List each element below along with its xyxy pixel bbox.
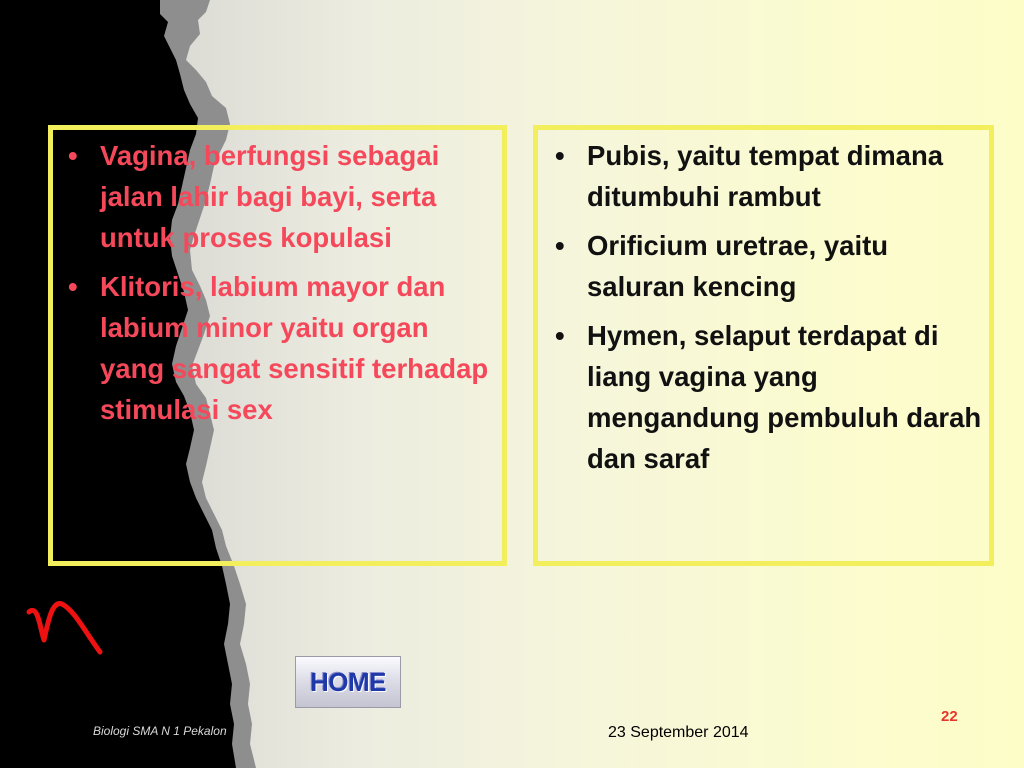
bullet-icon: • [555,140,565,171]
list-item [60,135,500,258]
list-item [60,266,500,430]
list-item-text: Pubis, yaitu tempat dimana ditumbuhi rambut [587,140,944,212]
list-item-text: Klitoris, labium mayor dan labium minor yaitu organ yang sangat sensitif terhadap stimulasi sex [100,271,489,425]
bullet-icon: • [555,320,565,351]
list-item [547,225,987,307]
list-item-text: Vagina, berfungsi sebagai jalan lahir bagi bayi, serta untuk proses kopulasi [100,140,440,253]
footer-date: 23 September 2014 [608,724,749,741]
slide-number: 22 [941,708,958,725]
bullet-icon: • [68,140,78,171]
right-bullet-list [547,135,987,487]
footer-school-name: Biologi SMA N 1 Pekalon [93,724,227,738]
list-item [547,135,987,217]
bullet-icon: • [68,271,78,302]
list-item [547,315,987,479]
list-item-text: Hymen, selaput terdapat di liang vagina yang mengandung pembuluh darah dan saraf [587,320,982,474]
left-bullet-list [60,135,500,438]
home-button[interactable] [295,656,401,708]
bullet-icon: • [555,230,565,261]
list-item-text: Orificium uretrae, yaitu saluran kencing [587,230,889,302]
home-button-label: HOME [310,666,386,697]
